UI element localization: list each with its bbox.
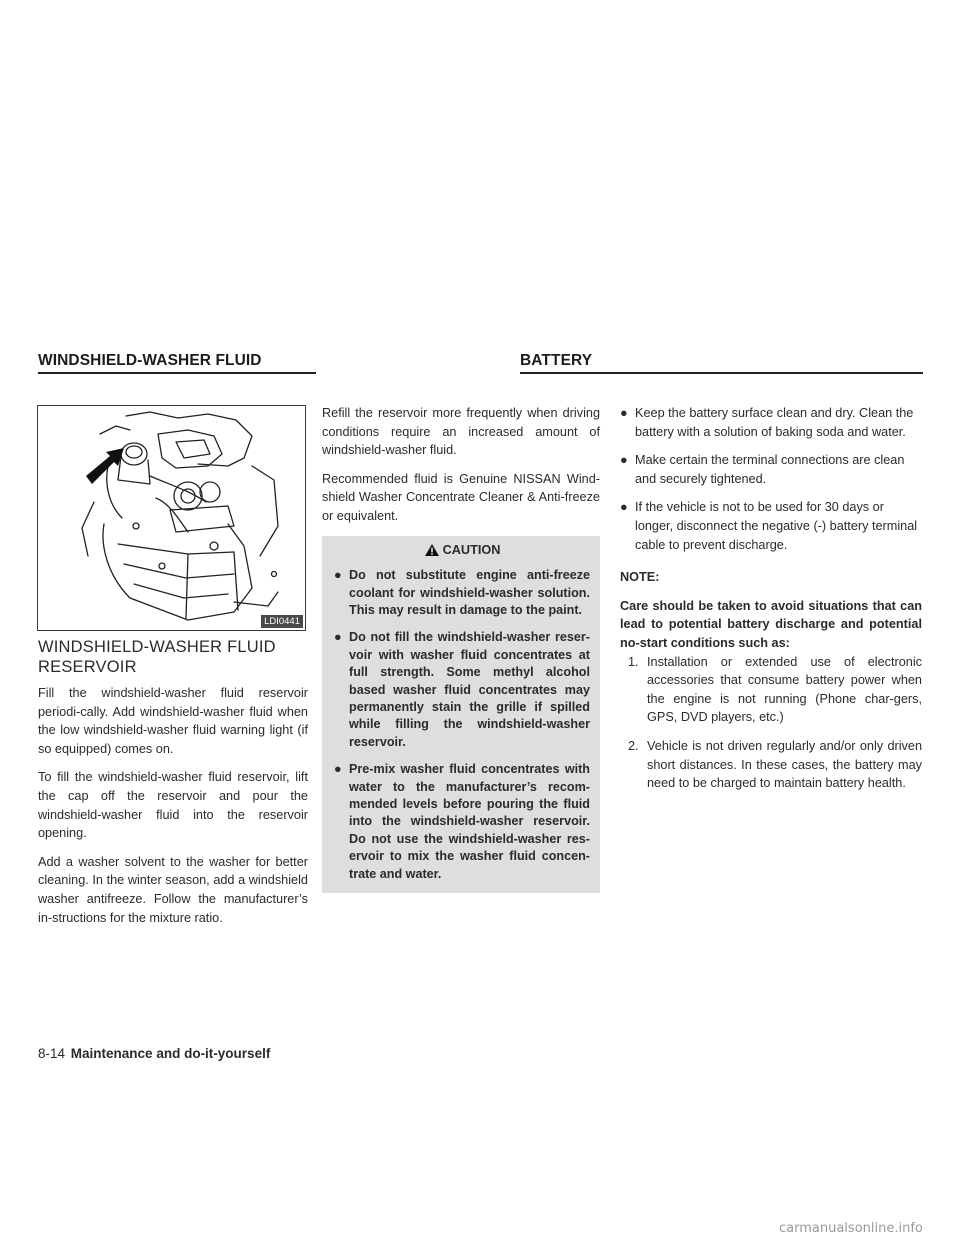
paragraph: To fill the windshield-washer fluid reservoir, lift the cap off the reservoir and pour the windshield-washer fluid into the reservoir opening.: [38, 770, 308, 841]
list-item: ● Keep the battery surface clean and dry. Clean the battery with a solution of baking soda and water.: [620, 406, 914, 439]
watermark: carmanualsonline.info: [779, 1221, 923, 1236]
page-number: 8-14: [38, 1046, 66, 1061]
list-item: ● Make certain the terminal connections are clean and securely tightened.: [620, 453, 905, 486]
numbered-item: 1. Installation or extended use of electronic accessories that consume battery power when the engine is not running (Phone char-gers, GPS, DVD players, etc.): [628, 654, 922, 725]
paragraph: Add a washer solvent to the washer for better cleaning. In the winter season, add a windshield washer antifreeze. Follow the manufacturer’s in-structions for the mixture ratio.: [38, 854, 308, 925]
figure-label: LDI0441: [261, 615, 303, 628]
caution-title: [334, 541, 590, 560]
caution-box: [322, 536, 600, 894]
caution-item: ● Do not substitute engine anti-freeze coolant for windshield-washer solution. This may result in damage to the paint.: [334, 568, 590, 617]
caution-item: ● Do not fill the windshield-washer reser-voir with washer fluid concentrates at full strength. Some methyl alcohol based washer fluid concentrates may permanently stain the grille if spilled while filling the windshield-washer reservoir.: [334, 630, 590, 749]
warning-triangle-icon: [424, 543, 440, 557]
section-heading-battery: BATTERY: [520, 352, 593, 369]
section-heading-windshield-washer-fluid: WINDSHIELD-WASHER FLUID: [38, 352, 262, 369]
left-column: [38, 684, 308, 937]
paragraph: Refill the reservoir more frequently when driving conditions require an increased amount of windshield-washer fluid.: [322, 406, 600, 458]
page-footer: [38, 1046, 270, 1061]
section-rule-right: [520, 372, 923, 374]
note-label: NOTE:: [620, 570, 660, 585]
right-column: [620, 404, 922, 803]
section-rule-left: [38, 372, 316, 374]
bullet-icon: ●: [334, 762, 342, 777]
chapter-title: Maintenance and do-it-yourself: [70, 1046, 271, 1061]
bullet-icon: ●: [620, 500, 628, 515]
middle-column: [322, 404, 600, 893]
bullet-icon: ●: [620, 453, 628, 468]
bullet-icon: ●: [334, 568, 342, 583]
paragraph: Fill the windshield-washer fluid reservoir periodi-cally. Add windshield-washer fluid when the low windshield-washer fluid warning light (if so equipped) comes on.: [38, 686, 308, 756]
engine-bay-illustration: [37, 405, 306, 631]
paragraph: Recommended fluid is Genuine NISSAN Wind-shield Washer Concentrate Cleaner & Anti-freeze or equivalent.: [322, 471, 600, 523]
reservoir-line-drawing: [38, 406, 306, 631]
caution-item: ● Pre-mix washer fluid concentrates with water to the manufacturer’s recom-mended levels before pouring the fluid into the windshield-washer reservoir. Do not use the windshield-washer res-ervoir to mix the washer fluid concen-trate and water.: [334, 762, 590, 881]
bullet-icon: ●: [620, 406, 628, 420]
subheading-reservoir: WINDSHIELD-WASHER FLUID RESERVOIR: [38, 638, 276, 676]
bullet-icon: ●: [334, 630, 342, 645]
list-item: ● If the vehicle is not to be used for 30 days or longer, disconnect the negative (-) battery terminal cable to prevent discharge.: [620, 500, 918, 552]
caution-title-text: CAUTION: [442, 542, 501, 557]
note-text: Care should be taken to avoid situations that can lead to potential battery discharge and potential no-start conditions such as:: [620, 598, 922, 650]
numbered-item: 2. Vehicle is not driven regularly and/or only driven short distances. In these cases, the battery may need to be charged to maintain battery health.: [628, 738, 922, 791]
